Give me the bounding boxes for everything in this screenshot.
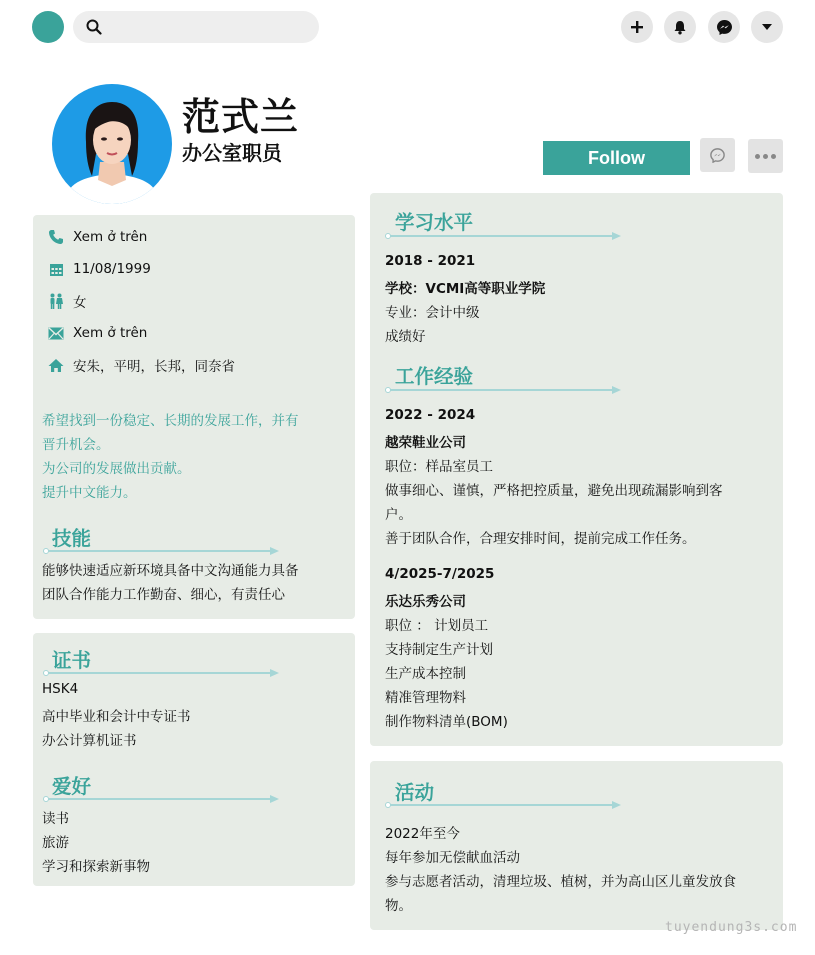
job-company: 越荣鞋业公司 [385, 435, 466, 451]
certificate-item: 高中毕业和会计中专证书 [42, 709, 191, 725]
gender-icon [47, 292, 65, 310]
objective-line: 晋升机会。 [42, 437, 110, 453]
notifications-button[interactable] [664, 11, 696, 43]
education-period: 2018 - 2021 [385, 253, 476, 269]
watermark: tuyendung3s.com [665, 920, 798, 935]
certificates-title: 证书 [52, 649, 92, 672]
phone-text: Xem ở trên [73, 229, 148, 245]
section-divider [43, 669, 279, 677]
activity-line: 物。 [385, 898, 412, 914]
job-detail: 职位 ： 计划员工 [385, 618, 489, 634]
job-detail: 善于团队合作，合理安排时间，提前完成工作任务。 [385, 531, 696, 547]
logo[interactable] [32, 11, 64, 43]
messenger-button[interactable] [708, 11, 740, 43]
search-icon [86, 19, 102, 35]
plus-icon [630, 20, 644, 34]
more-options-button[interactable] [748, 139, 783, 173]
job-period: 2022 - 2024 [385, 407, 476, 423]
contact-address [47, 353, 235, 377]
section-divider [43, 547, 279, 555]
certificate-item: HSK4 [42, 681, 79, 697]
job-detail: 做事细心、谨慎，严格把控质量，避免出现疏漏影响到客 [385, 483, 723, 499]
job-detail: 支持制定生产计划 [385, 642, 493, 658]
address-text: 安朱，平明，长邦，同奈省 [73, 359, 235, 375]
skills-title: 技能 [52, 527, 92, 550]
job-detail: 制作物料清单(BOM) [385, 714, 508, 730]
phone-icon [47, 228, 65, 246]
education-school: 学校：VCMI高等职业学院 [385, 281, 546, 297]
education-major: 专业：会计中级 [385, 305, 480, 321]
activity-line: 参与志愿者活动，清理垃圾、植树，并为高山区儿童发放食 [385, 874, 736, 890]
certificate-item: 办公计算机证书 [42, 733, 137, 749]
education-grade: 成绩好 [385, 329, 426, 345]
contact-phone [47, 225, 147, 249]
skills-line: 团队合作能力工作勤奋、细心，有责任心 [42, 587, 285, 603]
envelope-icon [47, 324, 65, 342]
section-divider [385, 801, 621, 809]
objective-line: 提升中文能力。 [42, 485, 137, 501]
hobby-item: 读书 [42, 811, 69, 827]
contact-gender [47, 289, 87, 313]
education-title: 学习水平 [395, 211, 474, 234]
section-divider [385, 232, 621, 240]
create-button[interactable] [621, 11, 653, 43]
bell-icon [673, 20, 687, 35]
contact-birthdate [47, 257, 151, 281]
job-detail: 生产成本控制 [385, 666, 466, 682]
email-text: Xem ở trên [73, 325, 148, 341]
home-icon [47, 356, 65, 374]
job-period: 4/2025-7/2025 [385, 566, 495, 582]
calendar-icon [47, 260, 65, 278]
profile-photo [52, 84, 172, 204]
contact-email [47, 321, 147, 345]
follow-button[interactable]: Follow [543, 141, 690, 175]
more-dots-icon [755, 154, 760, 159]
message-button[interactable] [700, 138, 735, 172]
job-detail: 职位：样品室员工 [385, 459, 493, 475]
objective-line: 为公司的发展做出贡献。 [42, 461, 191, 477]
hobbies-title: 爱好 [52, 775, 92, 798]
activity-line: 2022年至今 [385, 826, 460, 842]
job-detail: 精准管理物料 [385, 690, 466, 706]
section-divider [43, 795, 279, 803]
hobby-item: 学习和探索新事物 [42, 859, 150, 875]
messenger-icon [710, 148, 725, 163]
hobby-item: 旅游 [42, 835, 69, 851]
section-divider [385, 386, 621, 394]
profile-role: 办公室职员 [182, 141, 282, 165]
caret-down-icon [761, 23, 773, 31]
job-company: 乐达乐秀公司 [385, 594, 466, 610]
account-menu-button[interactable] [751, 11, 783, 43]
gender-text: 女 [73, 295, 87, 311]
messenger-icon [716, 19, 733, 36]
profile-name: 范式兰 [182, 95, 300, 139]
objective-line: 希望找到一份稳定、长期的发展工作，并有 [42, 413, 299, 429]
experience-title: 工作经验 [395, 365, 474, 388]
activities-title: 活动 [395, 781, 435, 804]
skills-line: 能够快速适应新环境具备中文沟通能力具备 [42, 563, 299, 579]
search-input[interactable] [73, 11, 319, 43]
activity-line: 每年参加无偿献血活动 [385, 850, 520, 866]
job-detail: 户。 [385, 507, 412, 523]
birthdate-text: 11/08/1999 [73, 261, 151, 277]
